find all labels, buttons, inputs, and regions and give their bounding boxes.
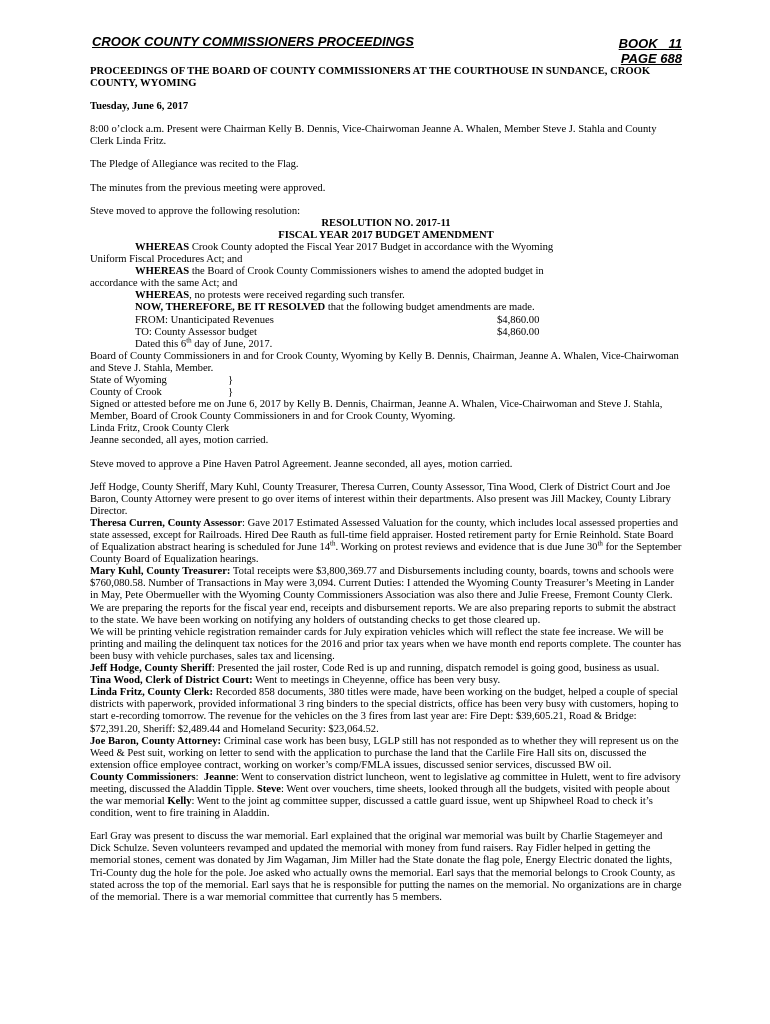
whereas-1-cont: Uniform Fiscal Procedures Act; and [90, 254, 243, 266]
page-header [90, 36, 682, 66]
sheriff-text: : Presented the jail roster, Code Red is up and running, dispatch remodel is going good, business as usual. [211, 663, 660, 675]
page-number: PAGE 688 [620, 51, 682, 66]
patrol-motion: Steve moved to approve a Pine Haven Patrol Agreement. Jeanne seconded, all ayes, motion carried. [90, 458, 513, 470]
attendance-paragraph: 8:00 o’clock a.m. Present were Chairman Kelly B. Dennis, Vice-Chairwoman Jeanne A. Whalen, Member Steve J. Stahla and County Clerk Linda Fritz. [90, 124, 657, 148]
resolution-second: Jeanne seconded, all ayes, motion carried. [90, 435, 269, 447]
court-clerk-lead: Tina Wood, Clerk of District Court: [90, 675, 253, 687]
county-clerk-report [90, 687, 682, 735]
whereas-2-lead: WHEREAS [135, 266, 190, 278]
attorney-report [90, 736, 682, 772]
steve-lead: Steve [256, 783, 281, 795]
resolution-number: RESOLUTION NO. 2017-11 [321, 217, 451, 229]
state-brace: } [228, 374, 234, 386]
assessor-lead: Theresa Curren, County Assessor [90, 517, 243, 529]
kelly-text: : Went to the joint ag committee supper, discussed a cattle guard issue, went up Shipwheel Road to check it’s condition, went to fire training in Aladdin. [90, 796, 653, 820]
resolution-block [90, 218, 682, 448]
assessor-sup2: th [597, 539, 603, 548]
county-brace: } [228, 387, 234, 399]
treasurer-text: Total receipts were $3,800,369.77 and Disbursements including county, boards, towns and schools were $760,080.58. Number of Transactions in May were 3,094. Current Duties: I attended the Wyoming County Treasurer’s Meeting in Lander in May, Pete Obermueller with the Wyoming County Commissioners Association was also there and Julie Freese, Fremont County Clerk. We are preparing the reports for the fiscal year end, receipts and disbursement reports. We are also preparing reports to submit the abstract to the state. We have been working on notifying any holders of outstanding checks to get those cleared up. [90, 566, 676, 626]
treasurer-report-cont: We will be printing vehicle registration remainder cards for July expiration vehicles which will reflect the state fee increase. We will be printing and mailing the delinquent tax notices for the 2016 and prior tax years when we have month end reports complete. The counter has been busy with vehicle purchases, sales tax and licensing. [90, 626, 682, 662]
amendment-from-amount: $4,860.00 [497, 314, 540, 326]
county-line [90, 387, 682, 399]
meeting-date: Tuesday, June 6, 2017 [90, 101, 189, 113]
whereas-2-cont: accordance with the same Act; and [90, 278, 238, 290]
county-label: County of Crook [90, 387, 162, 399]
resolved-lead: NOW, THEREFORE, BE IT RESOLVED [135, 302, 326, 314]
whereas-2 [90, 266, 682, 278]
commissioners-sep: : [195, 771, 204, 783]
document-page [90, 36, 682, 904]
whereas-1 [90, 242, 682, 254]
resolved-text: that the following budget amendments are made. [325, 302, 535, 314]
whereas-1-text: Crook County adopted the Fiscal Year 2017 Budget in accordance with the Wyoming [189, 241, 554, 253]
motion-intro: Steve moved to approve the following resolution: [90, 205, 301, 217]
commissioners-report [90, 772, 682, 820]
court-clerk-report [90, 675, 682, 687]
assessor-report [90, 518, 682, 566]
attorney-lead: Joe Baron, County Attorney: [90, 735, 222, 747]
jeanne-text: : Went to conservation district luncheon, went to legislative ag committee in Hulett, went to fire advisory meeting, discussed the Aladdin Tipple. [90, 771, 681, 795]
assessor-text-c: for the September County Board of Equalization hearings. [90, 542, 682, 566]
treasurer-lead: Mary Kuhl, County Treasurer: [90, 566, 231, 578]
assessor-text-b: . Working on protest reviews and evidence that is due June 30 [335, 542, 598, 554]
whereas-3 [90, 290, 682, 302]
assessor-text-a: : Gave 2017 Estimated Assessed Valuation for the county, which includes local assessed properties and state assessed, except for Railroads. Hired Dee Rauth as full-time field appraiser. Hosted retirement party for Ernie Reinhold. State Board of Equalization abstract hearing is scheduled for June 14 [90, 517, 679, 554]
amendment-from-label: FROM: Unanticipated Revenues [135, 314, 274, 326]
court-clerk-text: Went to meetings in Cheyenne, office has been very busy. [252, 675, 501, 687]
whereas-2-text: the Board of Crook County Commissioners wishes to amend the adopted budget in [189, 266, 544, 278]
war-memorial-paragraph: Earl Gray was present to discuss the war memorial. Earl explained that the original war memorial was built by Charlie Stagemeyer and Dick Schulze. Seven volunteers revamped and updated the memorial with money from fund raisers. Ray Fidler helped in getting the memorial stones, cement was donated by Jim Wagaman, Jim Miller had the State donate the flag pole, Energy Electric donated the lights, Tri-County dug the hole for the pole. Joe asked who actually owns the memorial. Earl says that the memorial belongs to Crook County, as stated across the top of the memorial. Earl says that he is responsible for putting the names on the memorial. No organizations are in charge of the memorial. There is a war memorial committee that currently has 5 members. [90, 831, 682, 903]
amendment-to-row [90, 327, 682, 339]
jeanne-lead: Jeanne [203, 771, 236, 783]
amendment-to-label: TO: County Assessor budget [135, 326, 257, 338]
resolution-title: FISCAL YEAR 2017 BUDGET AMENDMENT [278, 229, 494, 241]
amendment-from-row [90, 315, 682, 327]
amendment-to-amount: $4,860.00 [497, 326, 540, 338]
county-clerk-text: Recorded 858 documents, 380 titles were made, have been working on the budget, helped a couple of special districts with paperwork, provided informational 3 ring binders to the special districts, office has been very busy with customers, hoping to start e-recording tomorrow. The revenue for the vehicles on the 3 fires from last year are: Fire Dept: $39,605.21, Road & Bridge: $72,391.20, Sheriff: $2,489.44 and Homeland Security: $23,064.52. [90, 687, 679, 735]
treasurer-report [90, 566, 682, 626]
assessor-sup1: th [330, 539, 336, 548]
sheriff-lead: Jeff Hodge, County Sheriff [90, 663, 212, 675]
board-signature: Board of County Commissioners in and for Crook County, Wyoming by Kelly B. Dennis, Chairman, Jeanne A. Whalen, Vice-Chairwoman and Steve J. Stahla, Member. [90, 350, 679, 374]
pledge-paragraph: The Pledge of Allegiance was recited to the Flag. [90, 159, 299, 171]
resolved-clause [90, 302, 682, 314]
dated-sup: th [186, 336, 192, 345]
dated-line [90, 336, 682, 351]
minutes-paragraph: The minutes from the previous meeting were approved. [90, 182, 326, 194]
book-number: BOOK 11 [618, 36, 682, 51]
dated-text: Dated this 6 [135, 338, 187, 350]
book-page-reference [619, 36, 682, 66]
proceedings-heading: PROCEEDINGS OF THE BOARD OF COUNTY COMMISSIONERS AT THE COURTHOUSE IN SUNDANCE, CROOK COUNTY, WYOMING [90, 66, 651, 90]
clerk-signature: Linda Fritz, Crook County Clerk [90, 423, 230, 435]
kelly-lead: Kelly [167, 796, 192, 808]
whereas-1-lead: WHEREAS [135, 241, 190, 253]
officials-intro: Jeff Hodge, County Sheriff, Mary Kuhl, County Treasurer, Theresa Curren, County Assessor, Tina Wood, Clerk of District Court and Joe Baron, County Attorney were present to go over items of interest within their departments. Also present was Jill Mackey, County Library Director. [90, 481, 671, 517]
county-clerk-lead: Linda Fritz, County Clerk: [90, 687, 214, 699]
state-line [90, 375, 682, 387]
whereas-3-text: , no protests were received regarding such transfer. [189, 290, 405, 302]
sheriff-report [90, 663, 682, 675]
header-title: CROOK COUNTY COMMISSIONERS PROCEEDINGS [92, 34, 414, 49]
commissioners-lead: County Commissioners [90, 771, 196, 783]
state-label: State of Wyoming [90, 374, 167, 386]
dated-text-end: day of June, 2017. [191, 338, 273, 350]
whereas-3-lead: WHEREAS [135, 290, 190, 302]
attorney-text: Criminal case work has been busy, LGLP still has not responded as to whether they will represent us on the Weed & Pest suit, working on letter to send with the application to purchase the land that the Carlile Fire Hall sits on, discussed the extension office employee contract, working on worker’s comp/FMLA issues, discussed senior services, discussed BW oil. [90, 735, 679, 771]
steve-text: : Went over vouchers, time sheets, looked through all the budgets, visited with people about the war memorial [90, 783, 670, 808]
attestation: Signed or attested before me on June 6, 2017 by Kelly B. Dennis, Chairman, Jeanne A. Whalen, Vice-Chairwoman and Steve J. Stahla, Member, Board of Crook County Commissioners in and for Crook County, Wyoming. [90, 399, 663, 423]
